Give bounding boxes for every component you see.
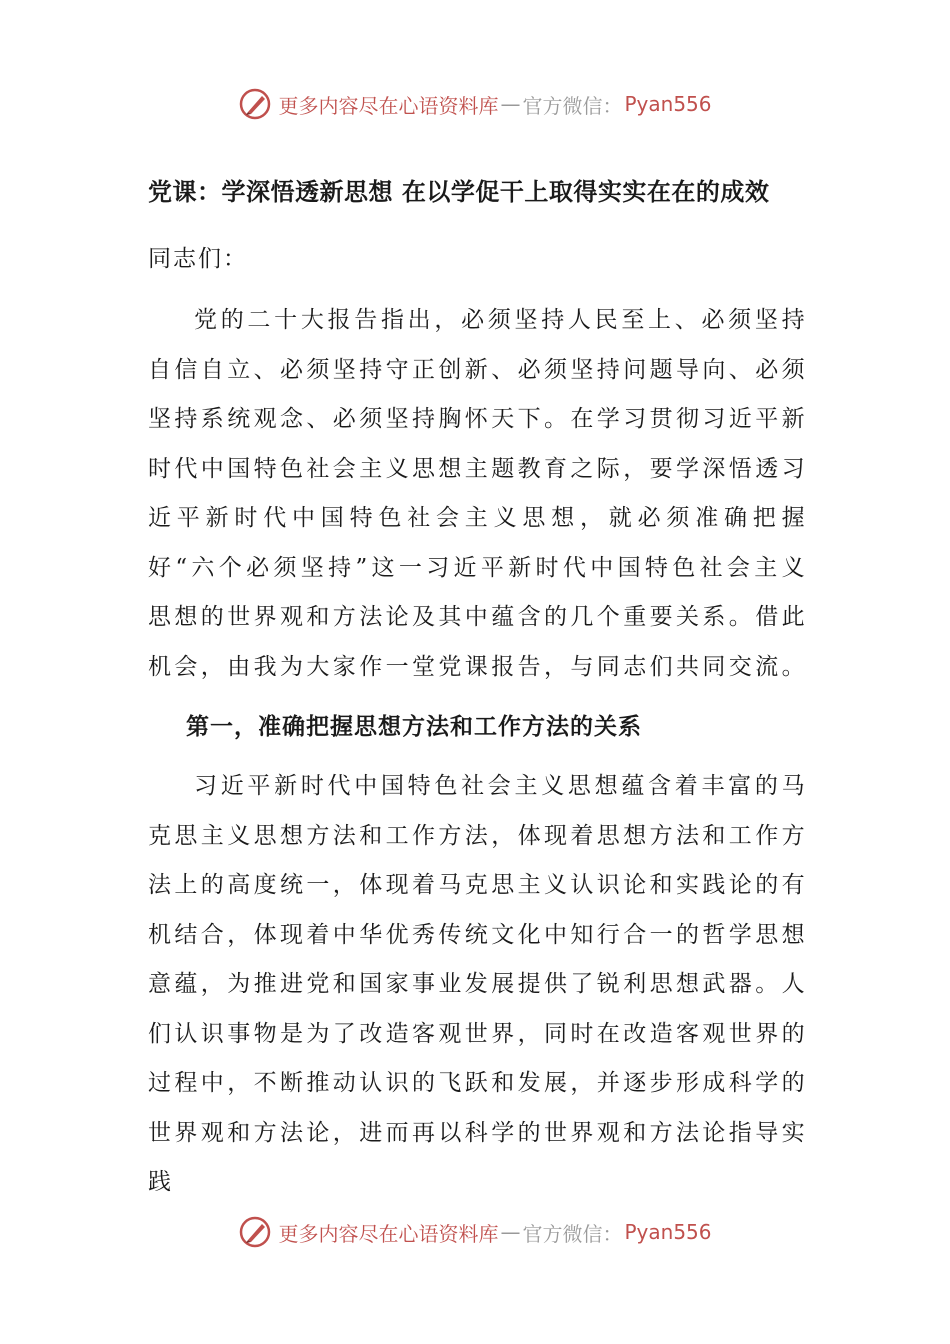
banner-dash: — [500,1220,521,1244]
banner-wechat-id: Pyan556 [624,92,712,116]
section-heading: 第一，准确把握思想方法和工作方法的关系 [186,714,642,740]
banner-brand: 更多内容尽在心语资料库 [278,1221,499,1246]
document-title: 党课：学深悟透新思想 在以学促干上取得实实在在的成效 [148,178,770,206]
footer-banner [0,1212,950,1252]
banner-brand: 更多内容尽在心语资料库 [278,93,499,118]
pen-logo-icon [238,87,272,121]
banner-wechat-label: 官方微信： [522,1221,623,1246]
banner-wechat-id: Pyan556 [624,1220,712,1244]
paragraph-intro [148,296,808,692]
banner-wechat-label: 官方微信： [522,93,623,118]
paragraph-2-text: 习近平新时代中国特色社会主义思想蕴含着丰富的马克思主义思想方法和工作方法，体现着思想方法和工作方法上的高度统一，体现着马克思主义认识论和实践论的有机结合，体现着中华优秀传统文化中知行合一的哲学思想意蕴，为推进党和国家事业发展提供了锐利思想武器。人们认识事物是为了改造客观世界，同时在改造客观世界的过程中，不断推动认识的飞跃和发展，并逐步形成科学的世界观和方法论，进而再以科学的世界观和方法论指导实践 [148,773,808,1195]
paragraph-section-1 [148,762,808,1208]
header-banner [0,84,950,124]
banner-dash: — [500,92,521,116]
pen-logo-icon [238,1215,272,1249]
paragraph-1-text: 党的二十大报告指出，必须坚持人民至上、必须坚持自信自立、必须坚持守正创新、必须坚持问题导向、必须坚持系统观念、必须坚持胸怀天下。在学习贯彻习近平新时代中国特色社会主义思想主题教育之际，要学深悟透习近平新时代中国特色社会主义思想，就必须准确把握好“六个必须坚持”这一习近平新时代中国特色社会主义思想的世界观和方法论及其中蕴含的几个重要关系。借此机会，由我为大家作一堂党课报告，与同志们共同交流。 [148,307,808,680]
greeting: 同志们： [148,246,248,272]
